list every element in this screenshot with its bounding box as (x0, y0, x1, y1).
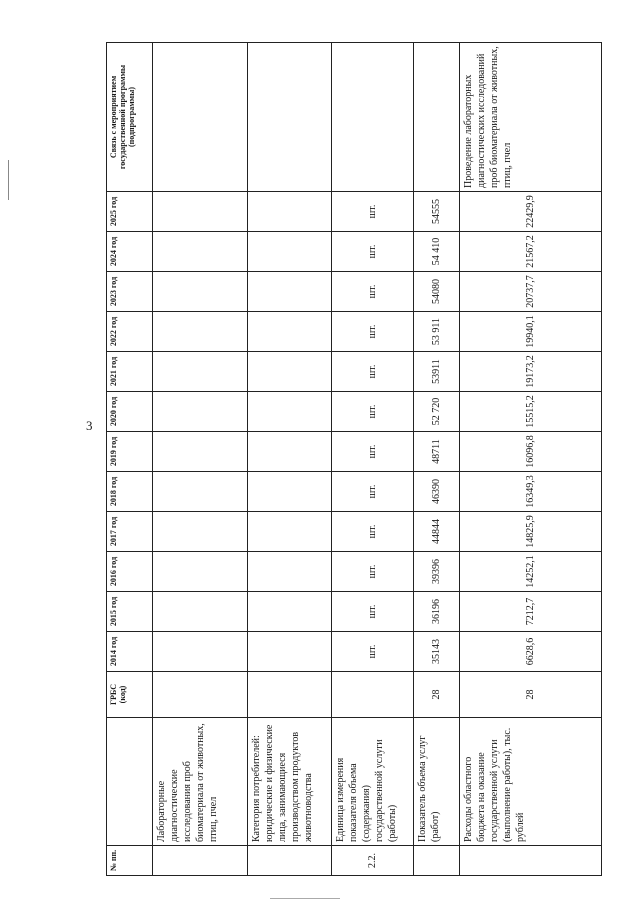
year-value (248, 472, 332, 512)
year-value (153, 472, 248, 512)
year-value (248, 632, 332, 672)
header-year: 2014 год (107, 632, 153, 672)
year-value: шт. (332, 232, 414, 272)
header-year: 2023 год (107, 272, 153, 312)
row-label: Единица измерения показателя объема (содержания) государственной услуги (работы) (332, 718, 414, 846)
year-value (153, 512, 248, 552)
year-value: шт. (332, 352, 414, 392)
program-link (332, 43, 414, 192)
year-value: 52 720 (414, 392, 460, 432)
year-value (248, 192, 332, 232)
year-value: шт. (332, 592, 414, 632)
year-value: шт. (332, 472, 414, 512)
program-link (153, 43, 248, 192)
header-year: 2025 год (107, 192, 153, 232)
year-value: 53911 (414, 352, 460, 392)
header-year: 2015 год (107, 592, 153, 632)
year-value: 54080 (414, 272, 460, 312)
year-value: 39396 (414, 552, 460, 592)
year-value (153, 592, 248, 632)
grbs-code: 28 (414, 672, 460, 718)
year-value: шт. (332, 512, 414, 552)
row-number: 2.2. (332, 846, 414, 876)
year-value: 14252,1 (460, 552, 602, 592)
header-year: 2022 год (107, 312, 153, 352)
year-value: шт. (332, 192, 414, 232)
program-table (106, 42, 602, 876)
year-value: 22429,9 (460, 192, 602, 232)
year-value: 36196 (414, 592, 460, 632)
row-label: Показатель объема услуг (работ) (414, 718, 460, 846)
row-label: Лабораторные диагностические исследования проб биоматериала от животных, птиц, пчел (153, 718, 248, 846)
scan-mark (270, 898, 340, 899)
header-year: 2019 год (107, 432, 153, 472)
table-row (248, 43, 332, 876)
page-number: 3 (86, 418, 93, 433)
year-value (153, 272, 248, 312)
header-label (107, 718, 153, 846)
year-value: 53 911 (414, 312, 460, 352)
grbs-code (153, 672, 248, 718)
header-year: 2017 год (107, 512, 153, 552)
year-value: 15515,2 (460, 392, 602, 432)
year-value: шт. (332, 392, 414, 432)
year-value: 54 410 (414, 232, 460, 272)
year-value (248, 352, 332, 392)
program-link: Проведение лабораторных диагностических исследований проб биоматериала от животных, птиц, пчел (460, 43, 602, 192)
year-value: 44844 (414, 512, 460, 552)
year-value: 19940,1 (460, 312, 602, 352)
header-year: 2020 год (107, 392, 153, 432)
year-value: шт. (332, 312, 414, 352)
year-value: шт. (332, 432, 414, 472)
table-row (153, 43, 248, 876)
year-value (153, 192, 248, 232)
row-label: Расходы областного бюджета на оказание государственной услуги (выполнение работы), тыс. рублей (460, 718, 602, 846)
row-number (248, 846, 332, 876)
year-value (153, 632, 248, 672)
year-value (248, 392, 332, 432)
year-value: 14825,9 (460, 512, 602, 552)
program-link (248, 43, 332, 192)
year-value (248, 552, 332, 592)
year-value: 54555 (414, 192, 460, 232)
year-value: 35143 (414, 632, 460, 672)
year-value: 21567,2 (460, 232, 602, 272)
row-number (153, 846, 248, 876)
table-header-row (107, 43, 153, 876)
header-year: 2024 год (107, 232, 153, 272)
year-value: шт. (332, 272, 414, 312)
row-number (460, 846, 602, 876)
year-value (248, 512, 332, 552)
scan-mark (8, 160, 9, 200)
year-value: 16096,8 (460, 432, 602, 472)
year-value: 20737,7 (460, 272, 602, 312)
year-value (248, 312, 332, 352)
grbs-code (332, 672, 414, 718)
year-value (248, 232, 332, 272)
header-grbs: ГРБС (код) (107, 672, 153, 718)
year-value (248, 272, 332, 312)
year-value (248, 592, 332, 632)
program-link (414, 43, 460, 192)
header-year: 2016 год (107, 552, 153, 592)
year-value (153, 312, 248, 352)
row-label: Категория потребителей: юридические и физические лица, занимающиеся производством продуктов животноводства (248, 718, 332, 846)
table-row (332, 43, 414, 876)
header-year: 2021 год (107, 352, 153, 392)
year-value: 16349,3 (460, 472, 602, 512)
year-value: 7212,7 (460, 592, 602, 632)
grbs-code (248, 672, 332, 718)
header-link: Связь с мероприятием государственной программы (подпрограммы) (107, 43, 153, 192)
year-value (153, 432, 248, 472)
rotated-page (106, 6, 626, 876)
header-year: 2018 год (107, 472, 153, 512)
year-value (153, 232, 248, 272)
year-value: 19173,2 (460, 352, 602, 392)
grbs-code: 28 (460, 672, 602, 718)
table-row (460, 43, 602, 876)
year-value (153, 552, 248, 592)
row-number (414, 846, 460, 876)
year-value: шт. (332, 632, 414, 672)
year-value (248, 432, 332, 472)
header-num: № пп. (107, 846, 153, 876)
year-value (153, 392, 248, 432)
year-value: 46390 (414, 472, 460, 512)
year-value: 48711 (414, 432, 460, 472)
year-value: шт. (332, 552, 414, 592)
table-row (414, 43, 460, 876)
year-value (153, 352, 248, 392)
year-value: 6628,6 (460, 632, 602, 672)
